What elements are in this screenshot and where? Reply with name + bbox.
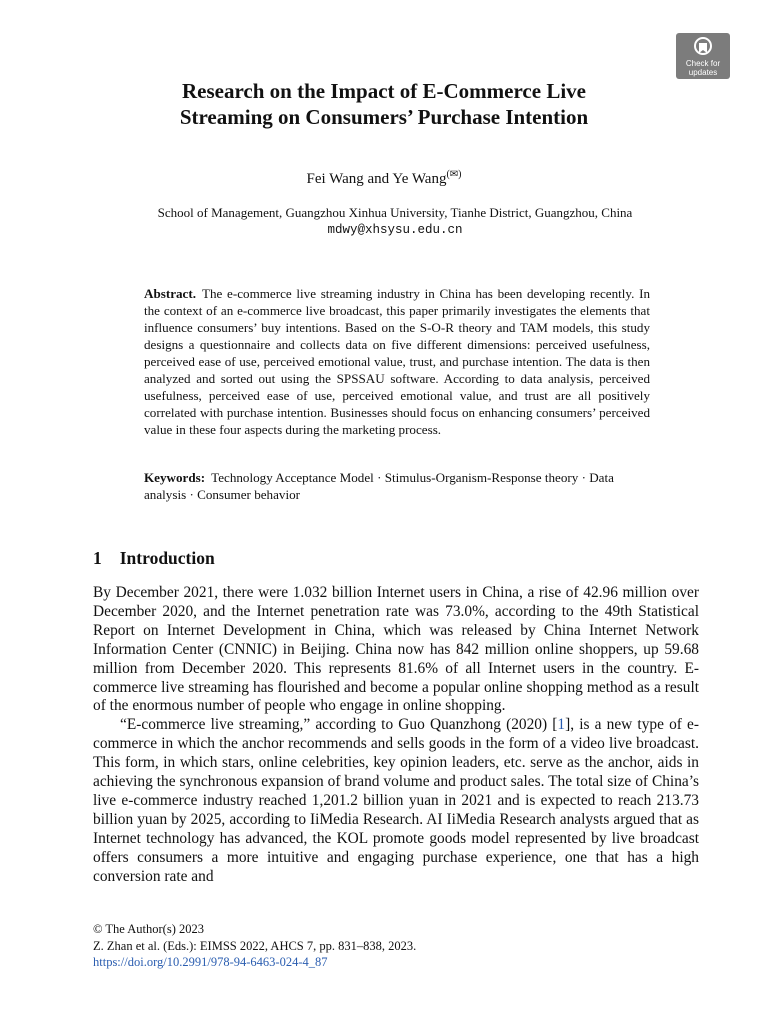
paragraph-2: [93, 716, 699, 886]
author-email[interactable]: mdwy@xhsysu.edu.cn: [327, 223, 463, 237]
copyright-notice: © The Author(s) 2023: [93, 922, 204, 936]
author-names: Fei Wang and Ye Wang: [306, 171, 447, 187]
affiliation: School of Management, Guangzhou Xinhua University, Tianhe District, Guangzhou, China: [157, 205, 633, 220]
section-heading: [93, 547, 215, 569]
page-footer: [93, 921, 416, 971]
title-line-2: Streaming on Consumers’ Purchase Intention: [179, 105, 589, 129]
paragraph-2-start: “E-commerce live streaming,” according to Guo Quanzhong (2020) [: [120, 716, 558, 734]
title-line-1: Research on the Impact of E-Commerce Live: [182, 79, 586, 103]
abstract-text: The e-commerce live streaming industry in China has been developing recently. In the context of an e-commerce live broadcast, this paper primarily investigates the elements that influence consumers’ buy intentions. Based on the S-O-R theory and TAM models, this study designs a questionnaire and collects data on five different dimensions: perceived usefulness, perceived ease of use, perceived emotional value, trust, and purchase intention. The data is then analyzed and sorted out using the SPSSAU software. According to data analysis, perceived usefulness, perceived ease of use, perceived emotional value, and trust are all positively correlated with purchase intention. Businesses should focus on enhancing consumers’ perceived value in these four aspects during the marketing process.: [144, 286, 650, 437]
citation: Z. Zhan et al. (Eds.): EIMSS 2022, AHCS 7, pp. 831–838, 2023.: [93, 938, 417, 953]
paper-title: [0, 78, 768, 130]
doi-link[interactable]: https://doi.org/10.2991/978-94-6463-024-4_87: [93, 955, 328, 969]
check-for-updates-badge[interactable]: [676, 33, 730, 79]
badge-label-line1: Check for: [685, 59, 721, 68]
corresponding-author-envelope-icon: (✉): [446, 169, 462, 180]
badge-label-line2: updates: [688, 68, 718, 77]
abstract: [144, 285, 650, 438]
paragraph-2-rest: ], is a new type of e-commerce in which the anchor recommends and sells goods in the form of a video live broadcast. This form, in which stars, online celebrities, key opinion leaders, etc. serve as the anchor, aids in achieving the synchronous expansion of brand volume and product sales. The total size of China’s live e-commerce industry reached 1,201.2 billion yuan in 2021 and is expected to reach 213.73 billion yuan by 2025, according to IiMedia Research. AI IiMedia Research analysts argued that as Internet technology has advanced, the KOL promote goods model represented by live broadcast offers consumers a more intuitive and engaging purchase experience, one that has a high conversion rate and: [93, 716, 699, 885]
keywords-text: Technology Acceptance Model · Stimulus-Organism-Response theory · Data analysis · Consumer behavior: [144, 470, 614, 502]
body-text: [93, 584, 699, 887]
keywords-label: Keywords:: [144, 470, 206, 485]
section-number: 1: [93, 548, 102, 568]
author-list: [0, 170, 768, 188]
section-title: Introduction: [119, 548, 215, 568]
abstract-label: Abstract.: [144, 286, 196, 301]
reference-link[interactable]: 1: [557, 716, 566, 734]
keywords: [144, 469, 650, 503]
paragraph-1: By December 2021, there were 1.032 billion Internet users in China, a rise of 42.96 million over December 2020, and the Internet penetration rate was 73.0%, according to the 49th Statistical Report on Internet Development in China, which was released by China Internet Network Information Center (CNNIC) in Beijing. China now has 842 million online shoppers, up 59.68 million from December 2020. This represents 81.6% of all Internet users in the country. E-commerce live streaming has flourished and become a popular online shopping method as a result of the enormous number of people who engage in online shopping.: [93, 584, 699, 715]
bookmark-ribbon-icon: [693, 37, 713, 59]
